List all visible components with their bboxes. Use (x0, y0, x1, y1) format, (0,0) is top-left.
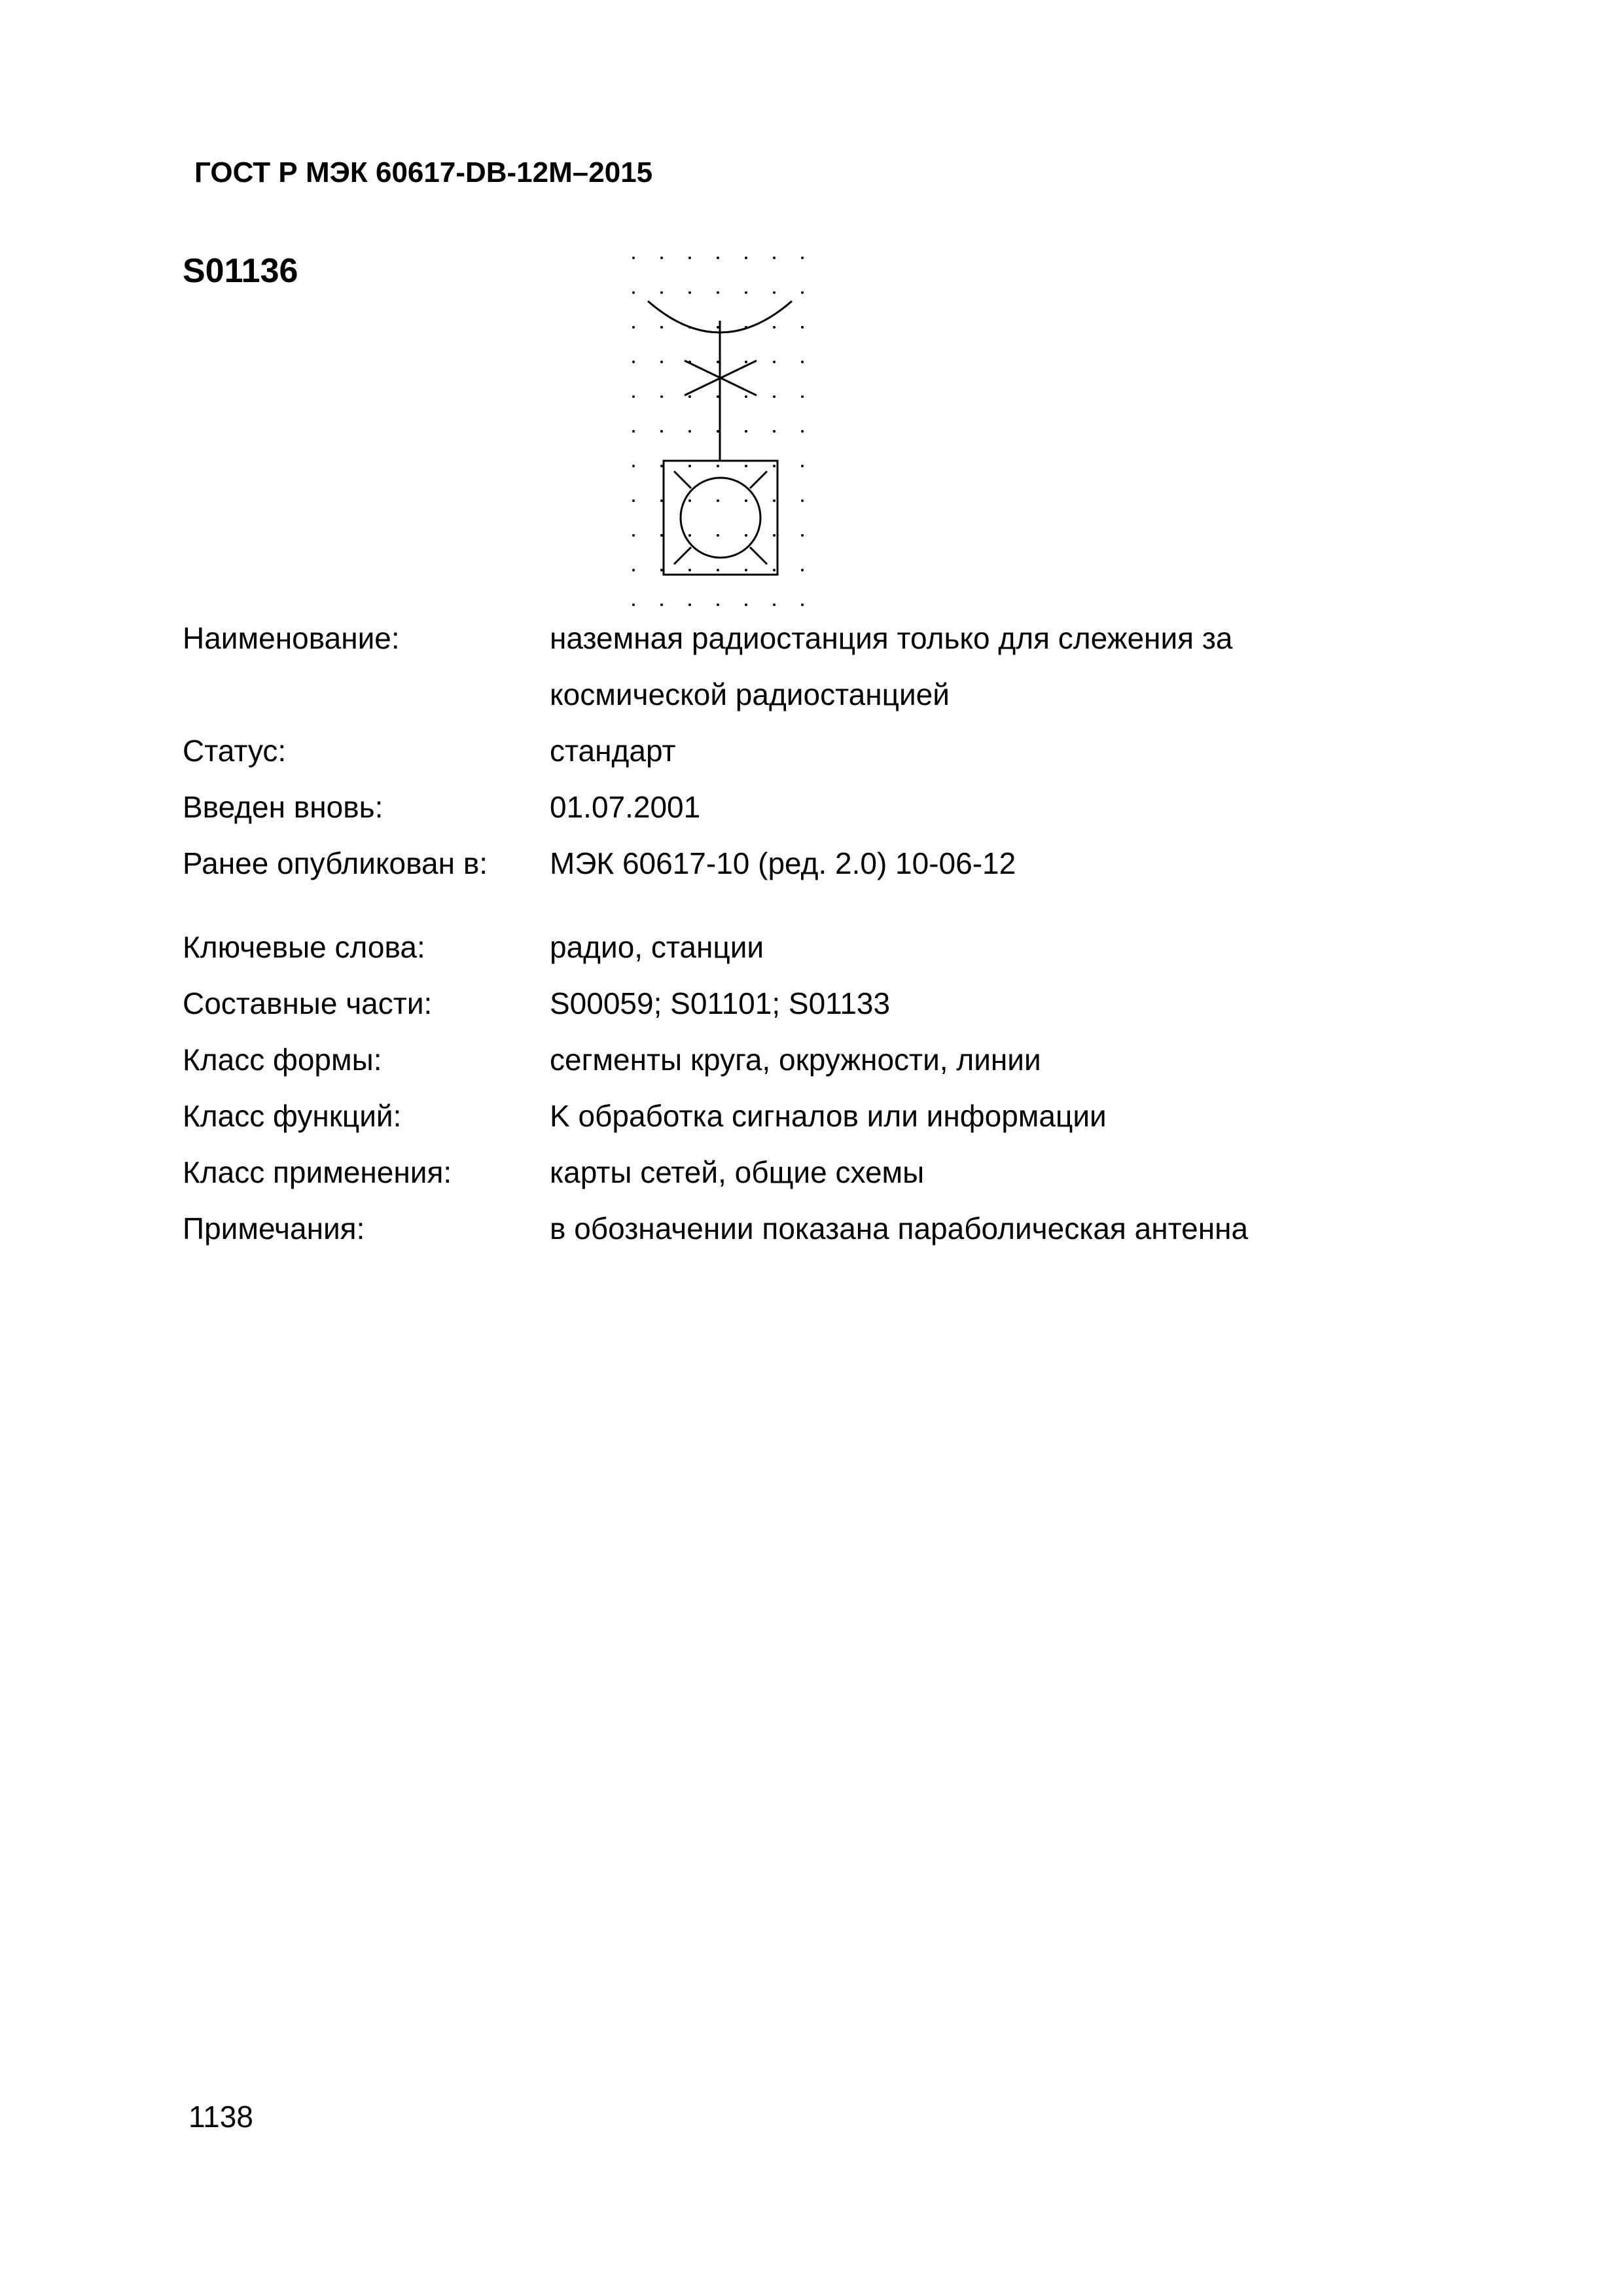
attribute-value: стандарт (550, 734, 676, 768)
grid-dot (773, 361, 776, 363)
grid-dot (717, 603, 719, 606)
grid-dot (801, 499, 804, 502)
attribute-label: Ранее опубликован в: (183, 846, 488, 880)
grid-dot (801, 361, 804, 363)
attribute-row-notes (183, 1200, 1426, 1257)
attribute-value: в обозначении показана параболическая антенна (550, 1211, 1249, 1246)
grid-dot (632, 430, 635, 433)
grid-dot (801, 534, 804, 537)
attribute-value: сегменты круга, окружности, линии (550, 1043, 1041, 1077)
grid-dot (688, 430, 691, 433)
attribute-value: S00059; S01101; S01133 (550, 986, 891, 1020)
grid-dot (717, 291, 719, 294)
grid-dot (773, 291, 776, 294)
attribute-label: Введен вновь: (183, 790, 383, 824)
grid-dot (717, 569, 719, 571)
attribute-value: наземная радиостанция только для слежения за (550, 621, 1233, 655)
attribute-label: Класс формы: (183, 1043, 382, 1077)
attribute-value: 01.07.2001 (550, 790, 701, 824)
grid-dot (632, 257, 635, 259)
grid-dot (660, 257, 663, 259)
grid-dot (801, 569, 804, 571)
grid-dot (632, 534, 635, 537)
attribute-row-name-continued (183, 666, 1426, 723)
grid-dot (632, 291, 635, 294)
grid-dot (773, 465, 776, 467)
corner-tick-top-right (750, 471, 767, 488)
grid-dot (801, 395, 804, 398)
grid-dot (801, 291, 804, 294)
attribute-label: Класс применения: (183, 1155, 452, 1189)
grid-dot (717, 257, 719, 259)
grid-dot (632, 361, 635, 363)
grid-dot (717, 395, 719, 398)
page-number: 1138 (188, 2100, 253, 2134)
attribute-value: карты сетей, общие схемы (550, 1155, 925, 1189)
grid-dot (688, 257, 691, 259)
attribute-row-keywords (183, 919, 1426, 975)
grid-dot (801, 603, 804, 606)
grid-dot (660, 326, 663, 329)
attribute-row-published-in (183, 835, 1426, 891)
grid-dot (660, 569, 663, 571)
attribute-row-name (183, 610, 1426, 666)
attribute-label: Статус: (183, 734, 287, 768)
grid-dot (745, 257, 747, 259)
document-header: ГОСТ Р МЭК 60617-DB-12M–2015 (194, 156, 653, 188)
grid-dot (688, 603, 691, 606)
grid-dot (660, 499, 663, 502)
grid-dot (773, 603, 776, 606)
grid-dot (632, 569, 635, 571)
grid-dot (717, 361, 719, 363)
attribute-label: Примечания: (183, 1211, 365, 1246)
grid-dot (801, 257, 804, 259)
corner-tick-bottom-left (674, 547, 691, 564)
grid-dot (632, 603, 635, 606)
grid-dot (632, 326, 635, 329)
attribute-row-shape-class (183, 1031, 1426, 1088)
grid-dot (745, 465, 747, 467)
grid-dot (745, 361, 747, 363)
attribute-row-components (183, 975, 1426, 1031)
grid-dot (745, 499, 747, 502)
grid-dot (745, 430, 747, 433)
grid-dot (660, 361, 663, 363)
attribute-row-introduced (183, 779, 1426, 835)
grid-dot (773, 569, 776, 571)
station-circle (681, 478, 760, 558)
attribute-label: Ключевые слова: (183, 930, 425, 964)
symbol-code: S01136 (183, 252, 298, 290)
grid-dot (717, 499, 719, 502)
grid-dot (660, 395, 663, 398)
grid-dot (745, 291, 747, 294)
grid-dot (688, 291, 691, 294)
attribute-value: космической радиостанцией (550, 677, 950, 711)
attribute-value: радио, станции (550, 930, 764, 964)
grid-dot (773, 499, 776, 502)
attribute-value: K обработка сигналов или информации (550, 1099, 1107, 1133)
attribute-row-application-class (183, 1144, 1426, 1200)
grid-dot (688, 499, 691, 502)
grid-dot (688, 534, 691, 537)
grid-dot (745, 395, 747, 398)
grid-dot (717, 465, 719, 467)
grid-dot (745, 534, 747, 537)
grid-dot (745, 603, 747, 606)
grid-dot (801, 326, 804, 329)
grid-dot (660, 603, 663, 606)
attribute-row-status (183, 723, 1426, 779)
grid-dot (660, 465, 663, 467)
grid-dot (660, 534, 663, 537)
grid-dot (717, 430, 719, 433)
attribute-row-function-class (183, 1088, 1426, 1144)
attribute-label: Наименование: (183, 621, 400, 655)
grid-dot (801, 465, 804, 467)
grid-dot (717, 326, 719, 329)
grid-dot (745, 569, 747, 571)
grid-dot (717, 534, 719, 537)
grid-dot (660, 430, 663, 433)
attribute-label: Составные части: (183, 986, 433, 1020)
corner-tick-top-left (674, 471, 691, 488)
attribute-value: МЭК 60617-10 (ред. 2.0) 10-06-12 (550, 846, 1016, 880)
grid-dot (773, 395, 776, 398)
grid-dot (773, 534, 776, 537)
grid-dot (632, 499, 635, 502)
grid-dot (773, 326, 776, 329)
grid-dot (773, 257, 776, 259)
grid-dot (688, 569, 691, 571)
grid-dot (660, 291, 663, 294)
grid-dot (688, 465, 691, 467)
grid-dot (688, 395, 691, 398)
attribute-label: Класс функций: (183, 1099, 402, 1133)
symbol-graphic (622, 253, 818, 613)
grid-dot (632, 395, 635, 398)
grid-dot (632, 465, 635, 467)
grid-dot (773, 430, 776, 433)
grid-dot (801, 430, 804, 433)
corner-tick-bottom-right (750, 547, 767, 564)
